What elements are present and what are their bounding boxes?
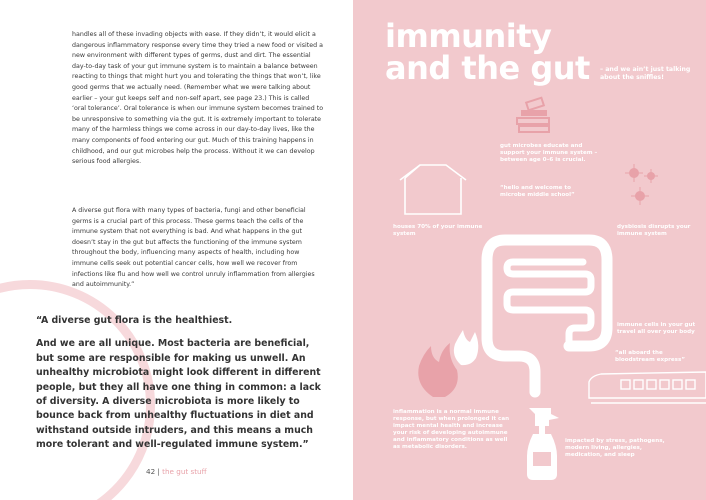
caption-houses: houses 70% of your immune system	[393, 224, 483, 237]
train-icon	[589, 372, 706, 403]
caption-educate: gut microbes educate and support your immune system – between age 0–6 is crucial.	[500, 143, 598, 163]
title-line-1: immunity	[385, 17, 552, 55]
caption-inflammation: inflammation is a normal immune response, but when prolonged it can impact mental health and increase your risk of developing autoimmune and inflammatory conditions as well as metabolic disorders.	[393, 409, 510, 450]
title-line-2: and the gut	[385, 49, 590, 87]
pull-quote-heading: “A diverse gut flora is the healthiest.	[36, 315, 233, 326]
pull-quote	[36, 314, 324, 453]
infographic-subtitle: – and we ain’t just talking about the sniffles!	[600, 66, 691, 82]
caption-impacted: impacted by stress, pathogens, modern living, allergies, medication, and sleep	[565, 438, 665, 458]
infographic-title	[385, 17, 590, 87]
body-paragraph-2: A diverse gut flora with many types of bacteria, fungi and other beneficial germs is a crucial part of this process. These germs teach the cells of the immune system that not everything is bad. And what happens in the gut doesn’t stay in the gut but affects the functioning of the immune system throughout the body, influencing many aspects of health, including how immune cells seek out potential cancer cells, how well we recover from infections like flu and how well we control unruly inflammation from allergies and autoimmunity.”	[72, 207, 315, 289]
footer-separator: |	[157, 467, 160, 476]
section-name: the gut stuff	[162, 467, 207, 476]
virus-icon	[625, 164, 658, 205]
right-page	[353, 0, 706, 500]
spray-bottle-icon	[527, 408, 559, 480]
books-icon	[517, 98, 549, 132]
page-footer	[146, 467, 207, 476]
caption-hello: “hello and welcome to microbe middle school”	[500, 185, 575, 198]
page-number: 42	[146, 467, 156, 476]
house-icon	[400, 165, 466, 214]
fire-icon	[418, 330, 478, 397]
caption-dysbiosis: dysbiosis disrupts your immune system	[617, 224, 691, 237]
caption-aboard: “all aboard the bloodstream express”	[615, 350, 686, 363]
intestine-icon	[487, 240, 607, 392]
pull-quote-body: And we are all unique. Most bacteria are beneficial, but some are responsible for making us unwell. An unhealthy microbiota might look different in different people, but they all have one thing in common: a lack of diversity. A diverse microbiota is more likely to bounce back from unhealthy fluctuations in diet and withstand outside intruders, and this means a much more tolerant and well-regulated immune system.”	[36, 338, 321, 451]
caption-travel: immune cells in your gut travel all over your body	[617, 322, 696, 335]
body-paragraph-1: handles all of these invading objects with ease. If they didn’t, it would elicit a dangerous inflammatory response every time they tried a new food or visited a new environment with different types of germs, dust and dirt. The essential day-to-day task of your gut immune system is to maintain a balance between reacting to things that might hurt you and tolerating the things that won’t, like good germs that we actually need. (Remember what we were talking about earlier – your gut keeps self and non-self apart, see page 23.) This is called ‘oral tolerance’. Oral tolerance is when our immune system becomes trained to be unresponsive to something via the gut. It is extremely important to tolerate many of the harmless things we come across in our day-to-day lives, like the many components of food entering our gut. Much of this training happens in childhood, and our gut microbes help the process. Without it we can develop serious food allergies.	[72, 31, 324, 166]
